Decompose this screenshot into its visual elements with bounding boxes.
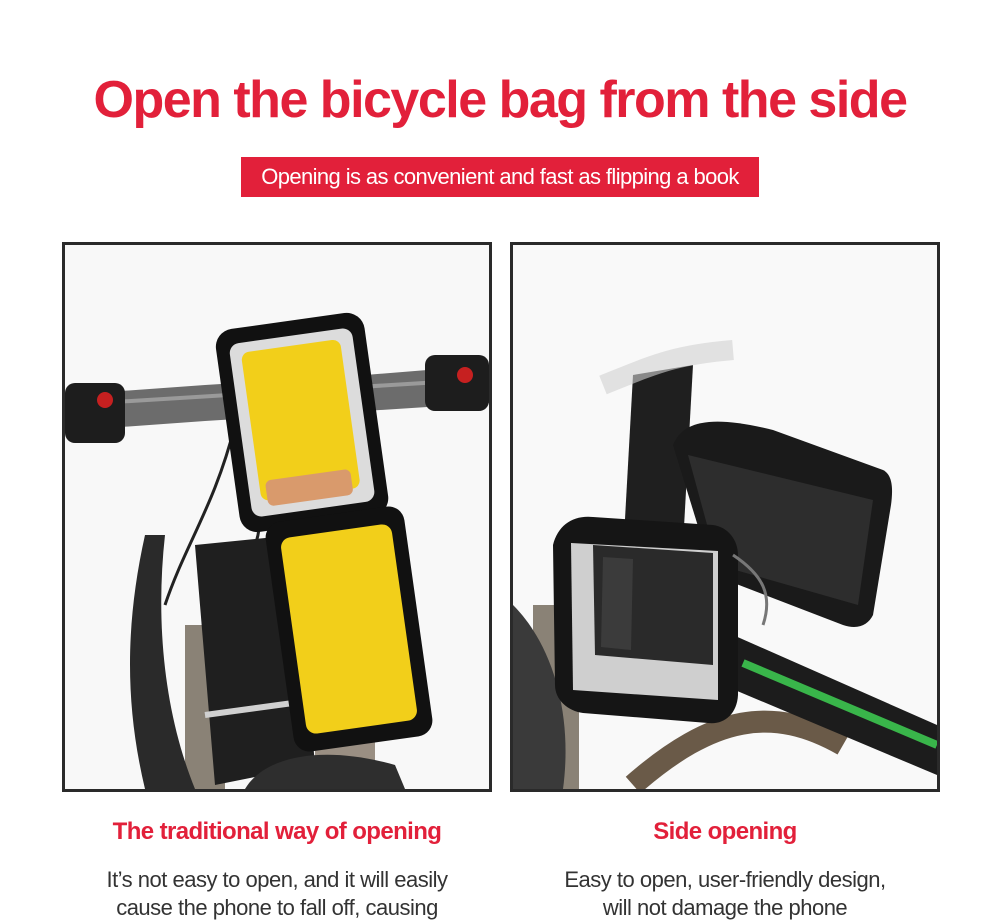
traditional-description-line-1: It’s not easy to open, and it will easily <box>106 867 448 892</box>
side-opening-description-line-2: will not damage the phone <box>602 895 848 920</box>
page-title: Open the bicycle bag from the side <box>93 71 907 129</box>
subtitle-text: Opening is as convenient and fast as flipping a book <box>241 157 759 197</box>
traditional-caption: The traditional way of opening <box>112 818 442 845</box>
side-opening-bag-illustration <box>513 245 937 789</box>
traditional-description-line-2: cause the phone to fall off, causing <box>116 895 438 920</box>
side-opening-description-line-1: Easy to open, user-friendly design, <box>564 867 886 892</box>
subtitle-banner <box>0 157 1000 197</box>
traditional-bag-illustration <box>65 245 489 789</box>
side-opening-photo <box>510 242 940 792</box>
traditional-opening-photo <box>62 242 492 792</box>
side-opening-caption: Side opening <box>653 818 797 845</box>
